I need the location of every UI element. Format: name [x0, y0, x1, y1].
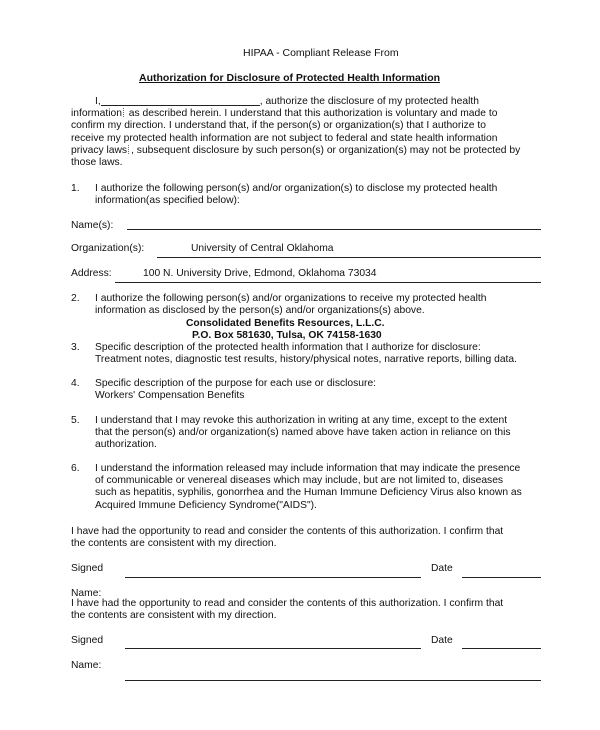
- address-field-line: [115, 282, 541, 283]
- section-1-line-1: I authorize the following person(s) and/or organization(s) to disclose my protected health: [95, 183, 498, 194]
- section-3-line-2: Treatment notes, diagnostic test results, history/physical notes, narrative reports, billing data.: [95, 354, 517, 366]
- section-5-text: [95, 415, 511, 452]
- signature-field-2[interactable]: [125, 648, 421, 649]
- signed-label-2: Signed: [71, 635, 104, 646]
- section-1-text: [95, 183, 497, 207]
- section-5-line-1: I understand that I may revoke this authorization in writing at any time, except to the extent: [95, 415, 508, 426]
- section-6-text: [95, 463, 522, 512]
- intro-line-5: [71, 145, 520, 157]
- patient-name-blank[interactable]: [101, 95, 260, 106]
- names-field[interactable]: [127, 229, 541, 230]
- text-cursor-icon: [128, 145, 130, 154]
- section-6-line-2: of communicable or venereal diseases which may include, but are not limited to, diseases: [95, 475, 504, 487]
- section-1-line-2: information(as specified below):: [95, 195, 240, 207]
- form-subtitle: Authorization for Disclosure of Protected Health Information: [139, 72, 441, 84]
- intro-prefix: I,: [95, 96, 101, 107]
- section-6-line-4: Acquired Immune Deficiency Syndrome("AIDS").: [95, 499, 317, 511]
- confirmation-1-line-1: I have had the opportunity to read and consider the contents of this authorization. I confirm that: [71, 526, 504, 537]
- intro-text-5a: privacy laws: [71, 144, 128, 156]
- section-3-number: 3.: [71, 342, 80, 353]
- signed-label-1: Signed: [71, 563, 104, 574]
- intro-line-3: confirm my direction. I understand that, if the person(s) or organization(s) that I authorize to: [71, 120, 486, 132]
- intro-text-2b: as described herein. I understand that this authorization is voluntary and made to: [125, 108, 498, 120]
- section-3-text: [95, 342, 517, 366]
- confirmation-2-line-2: the contents are consistent with my direction.: [71, 610, 277, 622]
- recipient-name: Consolidated Benefits Resources, L.L.C.: [186, 318, 385, 329]
- section-5-line-2: that the person(s) and/or organization(s) named above have taken action in reliance on this: [95, 427, 511, 439]
- organization-field-line: [157, 257, 541, 258]
- text-cursor-icon: [123, 108, 125, 117]
- section-4-number: 4.: [71, 378, 80, 389]
- section-2-line-2: information as disclosed by the person(s) and/or organizations(s) above.: [95, 305, 425, 317]
- date-field-2[interactable]: [462, 648, 541, 649]
- intro-text-2a: information: [71, 108, 122, 120]
- name-label-1: Name:: [71, 588, 102, 599]
- section-2-number: 2.: [71, 293, 80, 304]
- organization-label: Organization(s):: [71, 243, 145, 254]
- intro-text-5b: , subsequent disclosure by such person(s) or organization(s) may not be protected by: [131, 144, 521, 156]
- section-6-number: 6.: [71, 463, 80, 474]
- section-6-line-1: I understand the information released may include information that may indicate the presence: [95, 463, 521, 474]
- confirmation-2-line-1: I have had the opportunity to read and consider the contents of this authorization. I confirm that: [71, 598, 504, 609]
- intro-paragraph: [71, 95, 520, 169]
- intro-line-2: [71, 108, 520, 120]
- section-1-number: 1.: [71, 183, 80, 194]
- signature-field-1[interactable]: [125, 577, 421, 578]
- date-label-1: Date: [431, 563, 453, 574]
- section-5-line-3: authorization.: [95, 439, 157, 451]
- confirmation-2: [71, 598, 503, 622]
- section-4-line-2: Workers' Compensation Benefits: [95, 390, 245, 402]
- intro-line-4: receive my protected health information are not subject to federal and state health information: [71, 132, 498, 144]
- date-field-1[interactable]: [462, 577, 541, 578]
- intro-suffix: , authorize the disclosure of my protected health: [259, 96, 479, 107]
- section-2-line-1: I authorize the following person(s) and/or organizations to receive my protected health: [95, 293, 487, 304]
- form-title: HIPAA - Compliant Release From: [243, 47, 399, 59]
- section-2-text: [95, 293, 487, 317]
- organization-value[interactable]: University of Central Oklahoma: [191, 243, 334, 254]
- section-4-text: [95, 378, 376, 402]
- intro-line-1: [71, 95, 520, 108]
- recipient-address: P.O. Box 581630, Tulsa, OK 74158-1630: [192, 330, 382, 341]
- address-value[interactable]: 100 N. University Drive, Edmond, Oklahoma 73034: [143, 268, 377, 279]
- intro-line-6: those laws.: [71, 157, 123, 169]
- names-label: Name(s):: [71, 220, 114, 231]
- name-label-2: Name:: [71, 660, 102, 671]
- address-label: Address:: [71, 268, 112, 279]
- section-6-line-3: such as hepatitis, syphilis, gonorrhea and the Human Immune Deficiency Virus also known as: [95, 487, 522, 499]
- confirmation-1: [71, 526, 503, 550]
- section-4-line-1: Specific description of the purpose for each use or disclosure:: [95, 378, 377, 389]
- date-label-2: Date: [431, 635, 453, 646]
- confirmation-1-line-2: the contents are consistent with my direction.: [71, 538, 277, 550]
- name-field-2[interactable]: [125, 680, 541, 681]
- section-5-number: 5.: [71, 415, 80, 426]
- section-3-line-1: Specific description of the protected health information that I authorize for disclosure:: [95, 342, 481, 353]
